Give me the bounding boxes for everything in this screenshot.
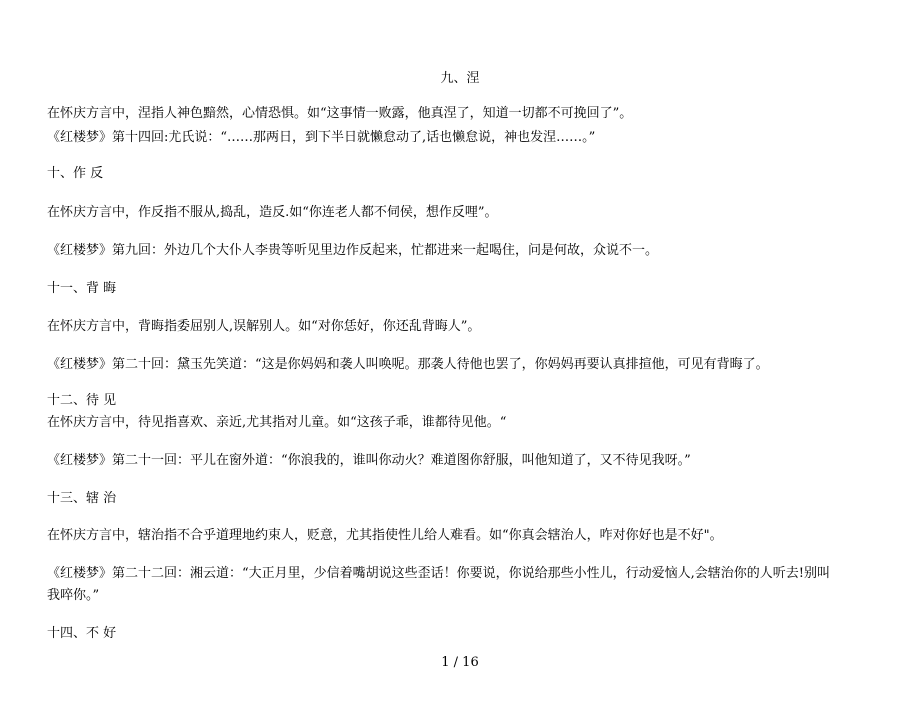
quotation-line: 《红楼梦》第二十二回：湘云道：“大正月里，少信着嘴胡说这些歪话！你要说，你说给那些小性儿，行动爱恼人,会辖治你的人听去!别叫我啐你。” bbox=[47, 566, 831, 603]
section-heading-14: 十四、不 好 bbox=[47, 626, 117, 641]
quotation-line: 《红楼梦》第十四回:尤氏说：“……那两日，到下半日就懒怠动了,话也懒怠说，神也发涅……。” bbox=[47, 130, 596, 145]
paragraph-line: 在怀庆方言中，涅指人神色黯然，心情恐惧。如“这事情一败露，他真涅了，知道一切都不可挽回了”。 bbox=[47, 106, 633, 121]
section-heading-12: 十二、待 见 bbox=[47, 393, 117, 408]
quotation-line: 《红楼梦》第二十一回：平儿在窗外道：“你浪我的，谁叫你动火？难道图你舒服，叫他知道了，又不待见我呀。” bbox=[47, 453, 691, 468]
paragraph-line: 在怀庆方言中，背晦指委屈别人,误解别人。如“对你恁好，你还乱背晦人”。 bbox=[47, 319, 481, 334]
quotation-line: 《红楼梦》第九回：外边几个大仆人李贵等听见里边作反起来，忙都进来一起喝住，问是何故，众说不一。 bbox=[47, 243, 659, 258]
section-heading-13: 十三、辖 治 bbox=[47, 491, 117, 506]
section-heading-9: 九、涅 bbox=[440, 71, 480, 86]
quotation-line: 《红楼梦》第二十回：黛玉先笑道：“这是你妈妈和袭人叫唤呢。那袭人待他也罢了，你妈妈再要认真排揎他，可见有背晦了。 bbox=[47, 357, 769, 372]
section-heading-10: 十、作 反 bbox=[47, 166, 104, 181]
paragraph-line: 在怀庆方言中，待见指喜欢、亲近,尤其指对儿童。如“这孩子乖，谁都待见他。“ bbox=[47, 415, 507, 430]
paragraph-line: 在怀庆方言中，作反指不服从,捣乱，造反.如“你连老人都不伺侯，想作反哩”。 bbox=[47, 205, 498, 220]
paragraph-line: 在怀庆方言中，辖治指不合乎道理地约束人，贬意，尤其指使性儿给人难看。如“你真会辖治人，咋对你好也是不好"。 bbox=[47, 528, 723, 543]
section-heading-11: 十一、背 晦 bbox=[47, 281, 117, 296]
page-number: 1 / 16 bbox=[441, 655, 479, 670]
